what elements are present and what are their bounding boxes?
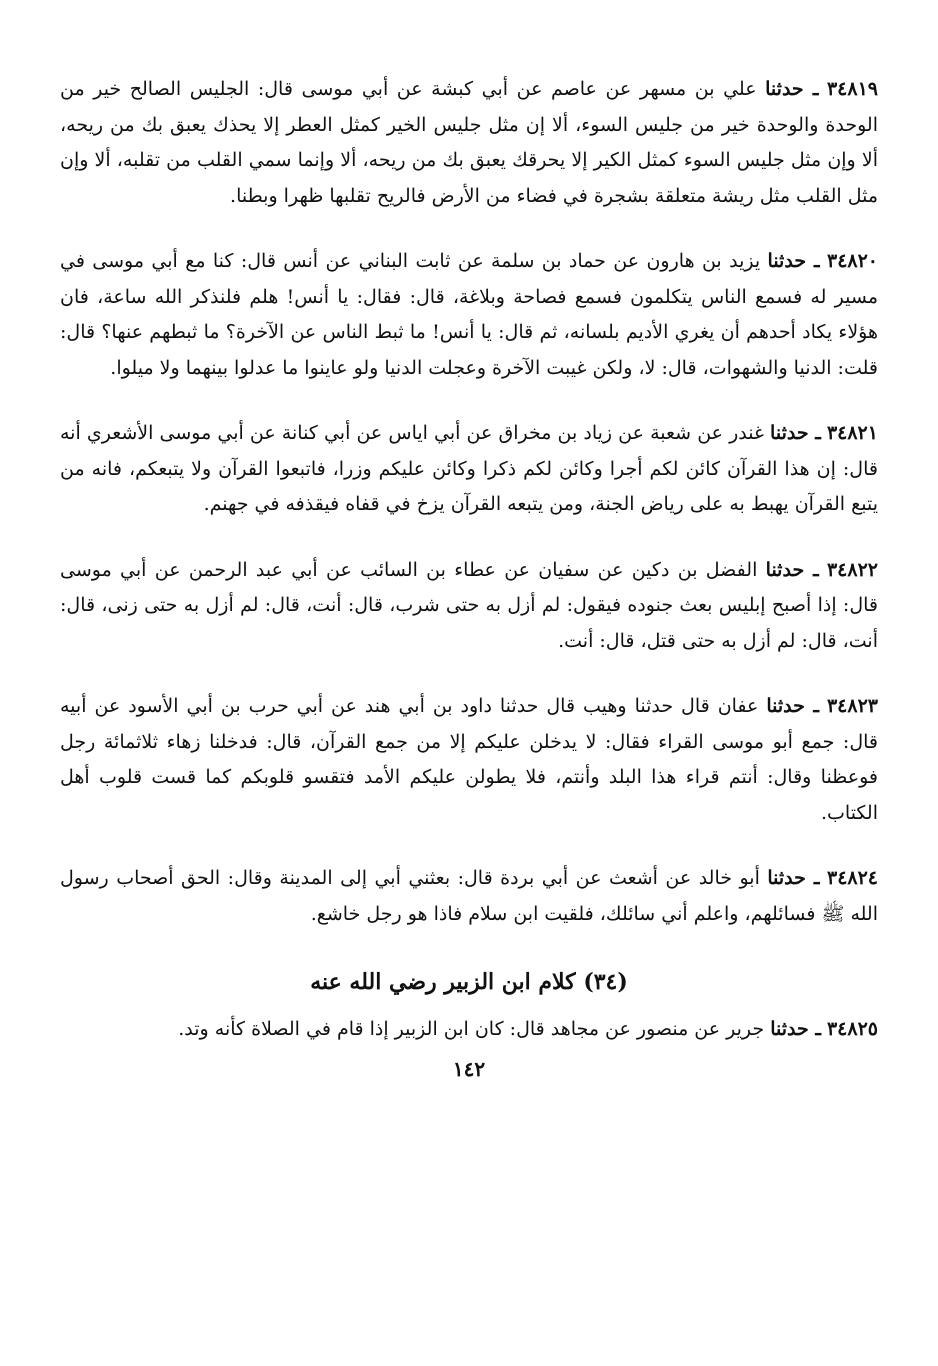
page-body — [60, 72, 878, 1084]
hadith-text: غندر عن شعبة عن زياد بن مخراق عن أبي اياس عن أبي كنانة عن أبي موسى الأشعري أنه قال: إن هذا القرآن كائن لكم أجرا وكائن لكم ذكرا وكائن عليكم وزرا، فاتبعوا القرآن ولا يتبعكم، فانه من يتبع القرآن يهبط به على رياض الجنة، ومن يتبعه القرآن يزخ في قفاه فيقذفه في جهنم. — [60, 422, 878, 515]
hadith-text: جرير عن منصور عن مجاهد قال: كان ابن الزبير إذا قام في الصلاة كأنه وتد. — [178, 1018, 765, 1040]
hadith-number: ٣٤٨١٩ — [826, 78, 878, 100]
page-number: ١٤٢ — [452, 1056, 486, 1081]
hadith-number: ٣٤٨٢٤ — [826, 867, 879, 889]
hadith-34824: ٣٤٨٢٤ ـ حدثنا أبو خالد عن أشعث عن أبي بردة قال: بعثني أبي إلى المدينة وقال: الحق أصحاب رسول الله ﷺ فسائلهم، واعلم أني سائلك، فلقيت ابن سلام فاذا هو رجل خاشع. — [60, 867, 879, 925]
hadith-number: ٣٤٨٢١ — [826, 422, 878, 444]
hadith-number: ٣٤٨٢٠ — [826, 250, 879, 272]
hadith-34825: ٣٤٨٢٥ ـ حدثنا جرير عن منصور عن مجاهد قال: كان ابن الزبير إذا قام في الصلاة كأنه وتد. — [178, 1018, 878, 1040]
hadith-34819: ٣٤٨١٩ ـ حدثنا علي بن مسهر عن عاصم عن أبي كبشة عن أبي موسى قال: الجليس الصالح خير من الوحدة والوحدة خير من جليس السوء، ألا إن مثل جليس الخير كمثل العطر إلا يحذك يعبق بك من ريحه، ألا وإن مثل جليس السوء كمثل الكير إلا يحرقك يعبق بك من ريحه، ألا وإنما سمي القلب من تقلبه، ألا وإن مثل القلب مثل ريشة متعلقة بشجرة في فضاء من الأرض فالريح تقلبها ظهرا وبطنا. — [60, 78, 878, 207]
hadith-lead: حدثنا — [767, 250, 807, 272]
hadith-34823: ٣٤٨٢٣ ـ حدثنا عفان قال حدثنا وهيب قال حدثنا داود بن أبي هند عن أبي حرب بن أبي الأسود عن أبيه قال: جمع أبو موسى القراء فقال: لا يدخلن عليكم إلا من جمع القرآن، قال: فدخلنا زهاء ثلاثمائة رجل فوعظنا وقال: أنتم قراء هذا البلد وأنتم، فلا يطولن عليكم الأمد فتقسو قلوبكم كما قست قلوب أهل الكتاب. — [60, 695, 878, 824]
hadith-lead: حدثنا — [765, 558, 805, 581]
chapter-title: (٣٤) كلام ابن الزبير رضي الله عنه — [310, 969, 628, 995]
hadith-lead: حدثنا — [766, 695, 805, 717]
hadith-34821: ٣٤٨٢١ ـ حدثنا غندر عن شعبة عن زياد بن مخراق عن أبي اياس عن أبي كنانة عن أبي موسى الأشعري أنه قال: إن هذا القرآن كائن لكم أجرا وكائن لكم ذكرا وكائن عليكم وزرا، فاتبعوا القرآن ولا يتبعكم، فانه من يتبع القرآن يهبط به على رياض الجنة، ومن يتبعه القرآن يزخ في قفاه فيقذفه في جهنم. — [60, 422, 878, 515]
hadith-text: يزيد بن هارون عن حماد بن سلمة عن ثابت البناني عن أنس قال: كنا مع أبي موسى في مسير له فسمع الناس يتكلمون فسمع فصاحة وبلاغة، قال: فقال: يا أنس! هلم فلنذكر الله ساعة، فان هؤلاء يكاد أحدهم أن يغري الأديم بلسانه، ثم قال: يا أنس! ما ثبط الناس عن الآخرة؟ ما ثبطهم عنها؟ قال: قلت: الدنيا والشهوات، قال: لا، ولكن غيبت الآخرة وعجلت الدنيا ولو عاينوا ما عدلوا بينهما ولا ميلوا. — [60, 250, 878, 379]
hadith-lead: حدثنا — [765, 78, 804, 100]
hadith-number: ٣٤٨٢٣ — [826, 695, 878, 717]
hadith-lead: حدثنا — [770, 422, 809, 444]
hadith-34820: ٣٤٨٢٠ ـ حدثنا يزيد بن هارون عن حماد بن سلمة عن ثابت البناني عن أنس قال: كنا مع أبي موسى في مسير له فسمع الناس يتكلمون فسمع فصاحة وبلاغة، قال: فقال: يا أنس! هلم فلنذكر الله ساعة، فان هؤلاء يكاد أحدهم أن يغري الأديم بلسانه، ثم قال: يا أنس! ما ثبط الناس عن الآخرة؟ ما ثبطهم عنها؟ قال: قلت: الدنيا والشهوات، قال: لا، ولكن غيبت الآخرة وعجلت الدنيا ولو عاينوا ما عدلوا بينهما ولا ميلوا. — [60, 250, 879, 379]
hadith-lead: حدثنا — [770, 1018, 809, 1040]
hadith-text: الفضل بن دكين عن سفيان عن عطاء بن السائب عن أبي عبد الرحمن عن أبي موسى قال: إذا أصبح إبليس بعث جنوده فيقول: لم أزل به حتى شرب، قال: أنت، قال: لم أزل به حتى زنى، قال: أنت، قال: لم أزل به حتى قتل، قال: أنت. — [60, 558, 878, 652]
hadith-text: علي بن مسهر عن عاصم عن أبي كبشة عن أبي موسى قال: الجليس الصالح خير من الوحدة والوحدة خير من جليس السوء، ألا إن مثل جليس الخير كمثل العطر إلا يحذك يعبق بك من ريحه، ألا وإن مثل جليس السوء كمثل الكير إلا يحرقك يعبق بك من ريحه، ألا وإنما سمي القلب من تقلبه، ألا وإن مثل القلب مثل ريشة متعلقة بشجرة في فضاء من الأرض فالريح تقلبها ظهرا وبطنا. — [60, 78, 878, 207]
hadith-number: ٣٤٨٢٥ — [826, 1018, 878, 1040]
hadith-number: ٣٤٨٢٢ — [826, 558, 878, 581]
hadith-34822: ٣٤٨٢٢ ـ حدثنا الفضل بن دكين عن سفيان عن عطاء بن السائب عن أبي عبد الرحمن عن أبي موسى قال: إذا أصبح إبليس بعث جنوده فيقول: لم أزل به حتى شرب، قال: أنت، قال: لم أزل به حتى زنى، قال: أنت، قال: لم أزل به حتى قتل، قال: أنت. — [60, 558, 878, 652]
hadith-lead: حدثنا — [767, 867, 806, 889]
hadith-text: أبو خالد عن أشعث عن أبي بردة قال: بعثني أبي إلى المدينة وقال: الحق أصحاب رسول الله ﷺ فسائلهم، واعلم أني سائلك، فلقيت ابن سلام فاذا هو رجل خاشع. — [60, 867, 878, 925]
hadith-text: عفان قال حدثنا وهيب قال حدثنا داود بن أبي هند عن أبي حرب بن أبي الأسود عن أبيه قال: جمع أبو موسى القراء فقال: لا يدخلن عليكم إلا من جمع القرآن، قال: فدخلنا زهاء ثلاثمائة رجل فوعظنا وقال: أنتم قراء هذا البلد وأنتم، فلا يطولن عليكم الأمد فتقسو قلوبكم كما قست قلوب أهل الكتاب. — [60, 695, 878, 824]
